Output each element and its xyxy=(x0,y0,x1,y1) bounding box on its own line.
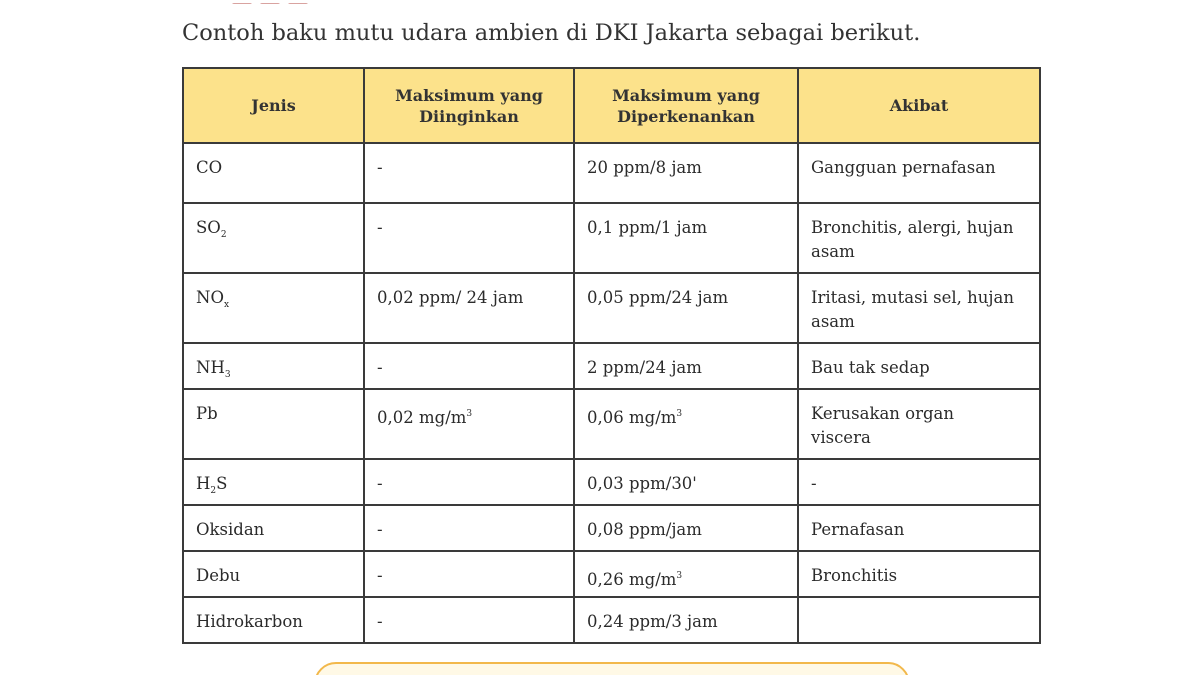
value-text: 0,06 mg/m xyxy=(587,408,677,427)
jenis-text: NO xyxy=(196,288,224,307)
akibat-line: Bau tak sedap xyxy=(811,358,930,377)
header-akibat: Akibat xyxy=(798,68,1040,143)
jenis-text: Pb xyxy=(196,404,218,423)
akibat-line: Kerusakan organ xyxy=(811,404,955,423)
cell-diinginkan: - xyxy=(364,203,574,273)
jenis-text: NH xyxy=(196,358,225,377)
jenis-text: SO xyxy=(196,218,221,237)
jenis-text: Debu xyxy=(196,566,241,585)
jenis-subscript: 2 xyxy=(210,486,217,496)
jenis-text: H xyxy=(196,474,211,493)
cell-diinginkan: - xyxy=(364,551,574,597)
cell-akibat xyxy=(798,551,1040,597)
table-row xyxy=(183,597,1040,643)
header-maksimum-diinginkan xyxy=(364,68,574,143)
table-header-row xyxy=(183,68,1040,143)
jenis-text: Hidrokarbon xyxy=(196,612,303,631)
cell-diperkenankan xyxy=(574,389,798,459)
jenis-tail: S xyxy=(216,474,228,493)
cell-akibat xyxy=(798,273,1040,343)
callout-box xyxy=(314,662,910,675)
cell-diinginkan: - xyxy=(364,143,574,203)
table-row xyxy=(183,343,1040,389)
jenis-subscript: 2 xyxy=(220,230,227,240)
jenis-subscript: x xyxy=(223,300,230,310)
unit-superscript: 3 xyxy=(676,571,683,581)
cell-akibat xyxy=(798,143,1040,203)
cell-diinginkan: - xyxy=(364,505,574,551)
header-line: Diperkenankan xyxy=(617,106,755,126)
unit-superscript: 3 xyxy=(466,409,473,419)
cell-akibat xyxy=(798,389,1040,459)
cell-jenis xyxy=(183,343,364,389)
cell-jenis xyxy=(183,551,364,597)
cell-diperkenankan: 2 ppm/24 jam xyxy=(574,343,798,389)
akibat-line: asam xyxy=(811,312,855,331)
table-row xyxy=(183,203,1040,273)
cell-diperkenankan: 20 ppm/8 jam xyxy=(574,143,798,203)
cell-diperkenankan: 0,03 ppm/30' xyxy=(574,459,798,505)
intro-paragraph: Contoh baku mutu udara ambien di DKI Jakarta sebagai berikut. xyxy=(182,20,921,46)
table-row xyxy=(183,551,1040,597)
cell-diperkenankan: 0,1 ppm/1 jam xyxy=(574,203,798,273)
header-line: Maksimum yang xyxy=(612,85,760,105)
value-text: 0,02 mg/m xyxy=(377,408,467,427)
cell-jenis xyxy=(183,459,364,505)
cell-jenis xyxy=(183,203,364,273)
akibat-line: Bronchitis, alergi, hujan xyxy=(811,218,1014,237)
cell-diinginkan: 0,02 ppm/ 24 jam xyxy=(364,273,574,343)
cell-diperkenankan: 0,05 ppm/24 jam xyxy=(574,273,798,343)
unit-superscript: 3 xyxy=(676,409,683,419)
akibat-line: Pernafasan xyxy=(811,520,905,539)
akibat-line: Iritasi, mutasi sel, hujan xyxy=(811,288,1014,307)
cell-jenis xyxy=(183,143,364,203)
cell-diperkenankan: 0,24 ppm/3 jam xyxy=(574,597,798,643)
cell-akibat xyxy=(798,505,1040,551)
header-jenis: Jenis xyxy=(183,68,364,143)
table-row xyxy=(183,389,1040,459)
header-line: Diinginkan xyxy=(419,106,519,126)
akibat-line: - xyxy=(811,474,817,493)
cell-akibat xyxy=(798,459,1040,505)
cell-diinginkan: - xyxy=(364,597,574,643)
jenis-text: Oksidan xyxy=(196,520,265,539)
akibat-line: Bronchitis xyxy=(811,566,898,585)
header-line: Maksimum yang xyxy=(395,85,543,105)
akibat-line: Gangguan pernafasan xyxy=(811,158,996,177)
cell-jenis xyxy=(183,273,364,343)
cell-diinginkan: - xyxy=(364,459,574,505)
header-maksimum-diperkenankan xyxy=(574,68,798,143)
akibat-line: asam xyxy=(811,242,855,261)
cell-akibat xyxy=(798,343,1040,389)
cropped-heading-fragment xyxy=(232,0,336,4)
cell-diperkenankan: 0,08 ppm/jam xyxy=(574,505,798,551)
cell-akibat xyxy=(798,203,1040,273)
table-row xyxy=(183,273,1040,343)
cell-jenis xyxy=(183,597,364,643)
cell-jenis xyxy=(183,505,364,551)
akibat-line: viscera xyxy=(811,428,871,447)
cell-diinginkan: - xyxy=(364,343,574,389)
table-row xyxy=(183,505,1040,551)
jenis-subscript: 3 xyxy=(224,370,231,380)
table-row xyxy=(183,143,1040,203)
cell-diperkenankan xyxy=(574,551,798,597)
cell-jenis xyxy=(183,389,364,459)
air-quality-table xyxy=(182,67,1041,644)
cell-diinginkan xyxy=(364,389,574,459)
table-row xyxy=(183,459,1040,505)
cell-akibat xyxy=(798,597,1040,643)
value-text: 0,26 mg/m xyxy=(587,570,677,589)
jenis-text: CO xyxy=(196,158,223,177)
